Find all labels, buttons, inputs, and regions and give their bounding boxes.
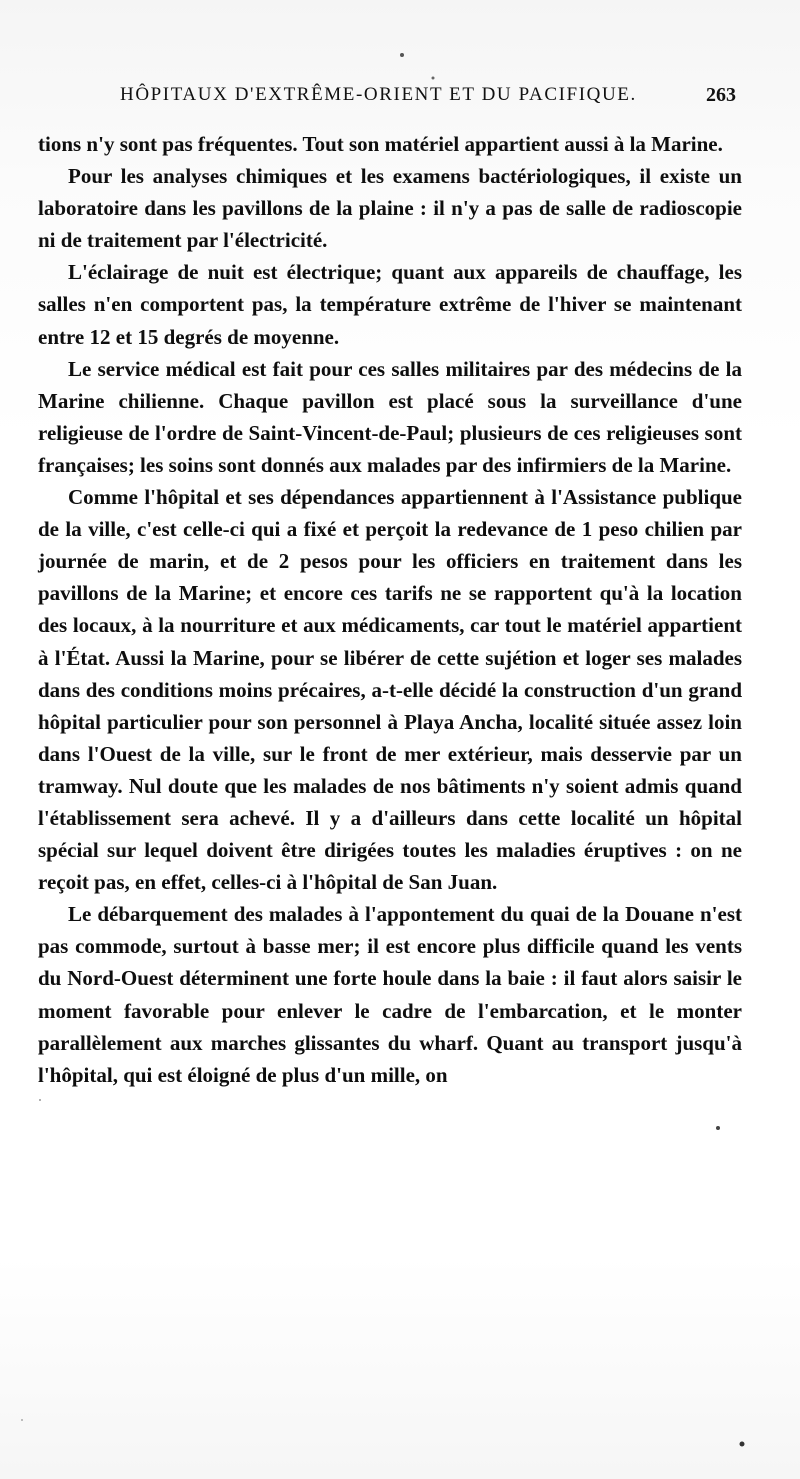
paragraph-1: tions n'y sont pas fréquentes. Tout son matériel appartient aussi à la Marine. — [38, 132, 723, 156]
running-header — [0, 84, 800, 114]
paragraph-6: Le débarquement des malades à l'appontement du quai de la Douane n'est pas commode, surtout à basse mer; il est encore plus difficile quand les vents du Nord-Ouest déterminent une forte houle dans la baie : il faut alors saisir le moment favorable pour enlever le cadre de l'embarcation, et le monter parallèlement aux marches glissantes du wharf. Quant au transport jusqu'à l'hôpital, qui est éloigné de plus d'un mille, on — [38, 902, 742, 1087]
body-text — [38, 128, 742, 1091]
running-title: HÔPITAUX D'EXTRÊME-ORIENT ET DU PACIFIQUE. — [120, 84, 637, 105]
paragraph-5: Comme l'hôpital et ses dépendances appartiennent à l'Assistance publique de la ville, c'est celle-ci qui a fixé et perçoit la redevance de 1 peso chilien par journée de marin, et de 2 pesos pour les officiers en traitement dans les pavillons de la Marine; et encore ces tarifs ne se rapportent qu'à la location des locaux, à la nourriture et aux médicaments, car tout le matériel appartient à l'État. Aussi la Marine, pour se libérer de cette sujétion et loger ses malades dans des conditions moins précaires, a-t-elle décidé la construction d'un grand hôpital particulier pour son personnel à Playa Ancha, localité située assez loin dans l'Ouest de la ville, sur le front de mer extérieur, mais desservie par un tramway. Nul doute que les malades de nos bâtiments n'y soient admis quand l'établissement sera achevé. Il y a d'ailleurs dans cette localité un hôpital spécial sur lequel doivent être dirigées toutes les maladies éruptives : on ne reçoit pas, en effet, celles-ci à l'hôpital de San Juan. — [38, 485, 742, 895]
paragraph-2: Pour les analyses chimiques et les examens bactériologiques, il existe un laboratoire dans les pavillons de la plaine : il n'y a pas de salle de radioscopie ni de traitement par l'électricité. — [38, 164, 742, 253]
paragraph-3: L'éclairage de nuit est électrique; quant aux appareils de chauffage, les salles n'en comportent pas, la température extrême de l'hiver se maintenant entre 12 et 15 degrés de moyenne. — [38, 260, 742, 349]
page-number: 263 — [706, 84, 736, 106]
paragraph-4: Le service médical est fait pour ces salles militaires par des médecins de la Marine chilienne. Chaque pavillon est placé sous la surveillance d'une religieuse de l'ordre de Saint-Vincent-de-Paul; plusieurs de ces religieuses sont françaises; les soins sont donnés aux malades par des infirmiers de la Marine. — [38, 356, 742, 477]
